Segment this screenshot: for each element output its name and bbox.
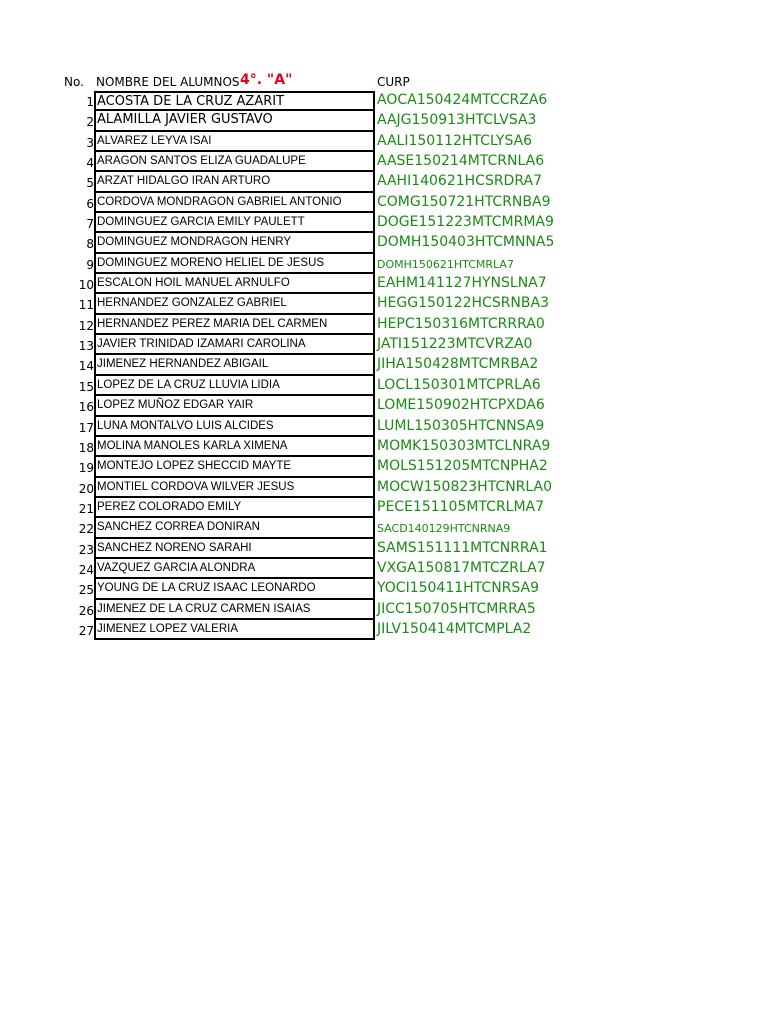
table-row: [0, 478, 768, 498]
student-curp: HEGG150122HCSRNBA3: [377, 295, 549, 312]
student-name-cell: CORDOVA MONDRAGON GABRIEL ANTONIO: [94, 193, 375, 213]
student-name-cell: ALAMILLA JAVIER GUSTAVO: [94, 111, 375, 131]
student-name-cell: ARZAT HIDALGO IRAN ARTURO: [94, 172, 375, 192]
row-number: 16: [78, 400, 94, 415]
student-name-cell: MOLINA MANOLES KARLA XIMENA: [94, 437, 375, 457]
student-name-cell: VAZQUEZ GARCIA ALONDRA: [94, 559, 375, 579]
student-curp: COMG150721HTCRNBA9: [377, 193, 551, 210]
table-row: [0, 172, 768, 192]
student-name-cell: ALVAREZ LEYVA ISAI: [94, 132, 375, 152]
table-row: [0, 376, 768, 396]
student-curp: PECE151105MTCRLMA7: [377, 498, 545, 515]
student-curp: JILV150414MTCMPLA2: [377, 620, 532, 637]
student-curp: MOCW150823HTCNRLA0: [377, 478, 552, 495]
student-name-cell: MONTEJO LOPEZ SHECCID MAYTE: [94, 457, 375, 477]
table-row: [0, 233, 768, 253]
student-curp: MOLS151205MTCNPHA2: [377, 458, 548, 475]
row-number: 27: [78, 623, 94, 638]
column-header-no: No.: [64, 75, 84, 89]
student-curp: JICC150705HTCMRRA5: [377, 600, 536, 617]
row-number: 24: [78, 562, 94, 577]
student-name-cell: LOPEZ DE LA CRUZ LLUVIA LIDIA: [94, 376, 375, 396]
table-row: [0, 396, 768, 416]
student-curp: AASE150214MTCRNLA6: [377, 153, 545, 170]
student-curp: LOME150902HTCPXDA6: [377, 397, 545, 414]
column-header-curp: CURP: [377, 75, 410, 89]
table-row: [0, 417, 768, 437]
table-row: [0, 620, 768, 640]
table-header: [0, 72, 768, 90]
row-number: 25: [78, 583, 94, 598]
row-number: 20: [78, 481, 94, 496]
student-name-cell: ESCALON HOIL MANUEL ARNULFO: [94, 274, 375, 294]
table-row: [0, 579, 768, 599]
student-name-cell: ARAGON SANTOS ELIZA GUADALUPE: [94, 152, 375, 172]
table-row: [0, 213, 768, 233]
student-curp: HEPC150316MTCRRRA0: [377, 315, 545, 332]
student-curp: AOCA150424MTCCRZA6: [377, 92, 548, 108]
table-row: [0, 274, 768, 294]
row-number: 10: [78, 278, 94, 293]
student-curp: AAHI140621HCSRDRA7: [377, 173, 542, 190]
student-name-cell: ACOSTA DE LA CRUZ AZARIT: [94, 91, 375, 111]
table-row: [0, 437, 768, 457]
table-row: [0, 518, 768, 538]
student-name-cell: LUNA MONTALVO LUIS ALCIDES: [94, 417, 375, 437]
student-name-cell: JIMENEZ DE LA CRUZ CARMEN ISAIAS: [94, 600, 375, 620]
row-number: 26: [78, 603, 94, 618]
row-number: 1: [86, 95, 94, 109]
student-curp: VXGA150817MTCZRLA7: [377, 559, 546, 576]
row-number: 19: [78, 461, 94, 476]
student-curp: LUML150305HTCNNSA9: [377, 417, 545, 434]
student-name-cell: JAVIER TRINIDAD IZAMARI CAROLINA: [94, 335, 375, 355]
table-row: [0, 91, 768, 111]
table-row: [0, 457, 768, 477]
table-row: [0, 539, 768, 559]
row-number: 8: [86, 237, 94, 252]
table-row: [0, 193, 768, 213]
row-number: 9: [86, 257, 94, 272]
table-row: [0, 132, 768, 152]
student-curp: DOMH150403HTCMNNA5: [377, 234, 555, 251]
student-curp: JATI151223MTCVRZA0: [377, 336, 533, 353]
table-row: [0, 254, 768, 274]
row-number: 7: [86, 217, 94, 232]
row-number: 5: [86, 176, 94, 191]
student-curp: MOMK150303MTCLNRA9: [377, 437, 551, 454]
table-row: [0, 498, 768, 518]
student-curp: AALI150112HTCLYSA6: [377, 132, 533, 149]
row-number: 14: [78, 359, 94, 374]
row-number: 23: [78, 542, 94, 557]
student-name-cell: HERNANDEZ GONZALEZ GABRIEL: [94, 294, 375, 314]
student-curp: AAJG150913HTCLVSA3: [377, 112, 537, 129]
row-number: 13: [78, 339, 94, 354]
student-name-cell: JIMENEZ HERNANDEZ ABIGAIL: [94, 355, 375, 375]
student-curp: SAMS151111MTCNRRA1: [377, 539, 548, 556]
student-name-cell: DOMINGUEZ MONDRAGON HENRY: [94, 233, 375, 253]
student-name-cell: DOMINGUEZ MORENO HELIEL DE JESUS: [94, 254, 375, 274]
row-number: 11: [78, 298, 94, 313]
row-number: 2: [86, 115, 94, 130]
student-curp: EAHM141127HYNSLNA7: [377, 275, 547, 292]
table-row: [0, 315, 768, 335]
table-row: [0, 335, 768, 355]
student-table: [0, 91, 768, 640]
row-number: 15: [78, 379, 94, 394]
student-name-cell: SANCHEZ CORREA DONIRAN: [94, 518, 375, 538]
student-name-cell: HERNANDEZ PEREZ MARIA DEL CARMEN: [94, 315, 375, 335]
student-curp: DOGE151223MTCMRMA9: [377, 214, 554, 231]
row-number: 22: [78, 522, 94, 537]
student-name-cell: LOPEZ MUÑOZ EDGAR YAIR: [94, 396, 375, 416]
row-number: 12: [78, 318, 94, 333]
student-name-cell: SANCHEZ NORENO SARAHI: [94, 539, 375, 559]
student-curp: DOMH150621HTCMRLA7: [377, 257, 514, 271]
student-curp: JIHA150428MTCMRBA2: [377, 356, 539, 373]
row-number: 17: [78, 420, 94, 435]
student-curp: YOCI150411HTCNRSA9: [377, 580, 540, 597]
student-curp: LOCL150301MTCPRLA6: [377, 376, 541, 393]
table-row: [0, 152, 768, 172]
grade-label: 4°. "A": [240, 72, 293, 88]
row-number: 18: [78, 440, 94, 455]
table-row: [0, 600, 768, 620]
student-curp: SACD140129HTCNRNA9: [377, 522, 511, 536]
student-name-cell: YOUNG DE LA CRUZ ISAAC LEONARDO: [94, 579, 375, 599]
student-name-cell: JIMENEZ LOPEZ VALERIA: [94, 620, 375, 640]
student-name-cell: MONTIEL CORDOVA WILVER JESUS: [94, 478, 375, 498]
table-row: [0, 559, 768, 579]
row-number: 6: [86, 196, 94, 211]
table-row: [0, 294, 768, 314]
student-name-cell: PEREZ COLORADO EMILY: [94, 498, 375, 518]
row-number: 3: [86, 135, 94, 150]
table-row: [0, 111, 768, 131]
student-name-cell: DOMINGUEZ GARCIA EMILY PAULETT: [94, 213, 375, 233]
table-row: [0, 355, 768, 375]
row-number: 21: [78, 501, 94, 516]
column-header-name: NOMBRE DEL ALUMNOS: [96, 75, 240, 89]
row-number: 4: [86, 156, 94, 171]
